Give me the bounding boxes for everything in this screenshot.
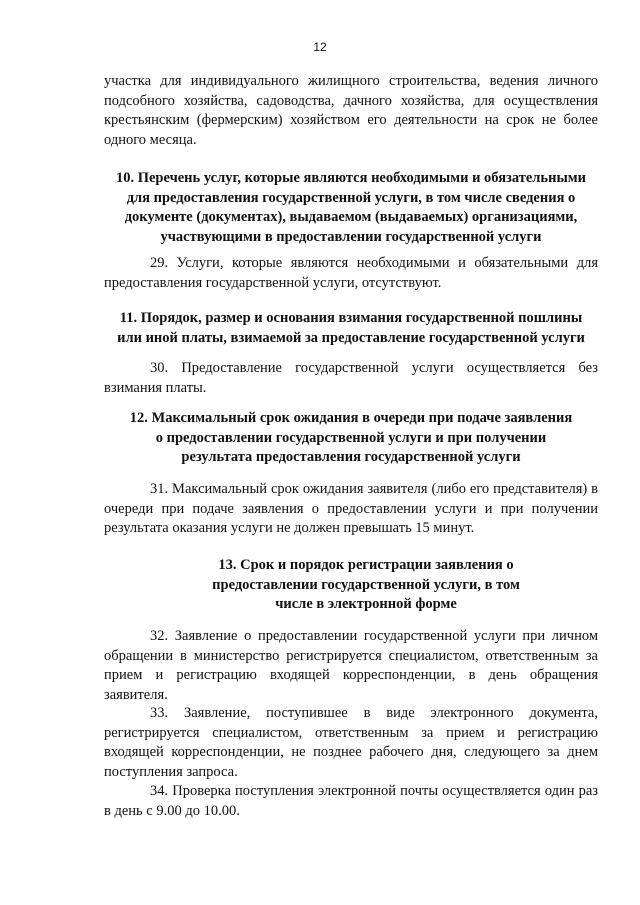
section-heading-13: [200, 556, 532, 615]
paragraph-text: 32. Заявление о предоставлении государственной услуги при личном обращении в министерство регистрируется специалистом, ответственным за прием и регистрацию входящей корреспонденции, в день обращения заявителя.: [104, 628, 598, 703]
heading-text: 12. Максимальный срок ожидания в очереди при подаче заявления о предоставлении государственной услуги и при получении результата предоставления государственной услуги: [129, 410, 573, 466]
paragraph-text: 34. Проверка поступления электронной почты осуществляется один раз в день с 9.00 до 10.00.: [104, 783, 598, 819]
section-heading-11: [106, 309, 596, 348]
section-heading-10: [108, 169, 594, 247]
heading-text: 13. Срок и порядок регистрации заявления о предоставлении государственной услуги, в том числе в электронной форме: [212, 557, 520, 613]
heading-text: 11. Порядок, размер и основания взимания государственной пошлины или иной платы, взимаемой за предоставление государственной услуги: [117, 310, 585, 346]
paragraph-31: [104, 480, 598, 539]
paragraph-32: [104, 627, 598, 705]
paragraph-29: [104, 254, 598, 293]
paragraph-text: 29. Услуги, которые являются необходимыми и обязательными для предоставления государственной услуги, отсутствуют.: [104, 255, 598, 291]
paragraph-33: [104, 704, 598, 782]
paragraph-text: 30. Предоставление государственной услуги осуществляется без взимания платы.: [104, 360, 598, 396]
heading-text: 10. Перечень услуг, которые являются необходимыми и обязательными для предоставления государственной услуги, в том числе сведения о документе (документах), выдаваемом (выдаваемых) организациями, участвующими в предоставлении государственной услуги: [115, 170, 587, 245]
intro-paragraph: [104, 72, 598, 150]
paragraph-text: 33. Заявление, поступившее в виде электронного документа, регистрируется специалистом, ответственным за прием и регистрацию входящей корреспонденции, не позднее рабочего дня, следующего за днем поступления запроса.: [104, 705, 598, 780]
page-number: 12: [313, 40, 327, 54]
paragraph-34: [104, 782, 598, 821]
paragraph-text: 31. Максимальный срок ожидания заявителя (либо его представителя) в очереди при подаче заявления о предоставлении услуги и при получении результата оказания услуги не должен превышать 15 минут.: [104, 481, 598, 537]
paragraph-text: участка для индивидуального жилищного строительства, ведения личного подсобного хозяйства, садоводства, дачного хозяйства, для осуществления крестьянским (фермерским) хозяйством его деятельности на срок не более одного месяца.: [104, 73, 598, 148]
section-heading-12: [128, 409, 574, 468]
paragraph-30: [104, 359, 598, 398]
